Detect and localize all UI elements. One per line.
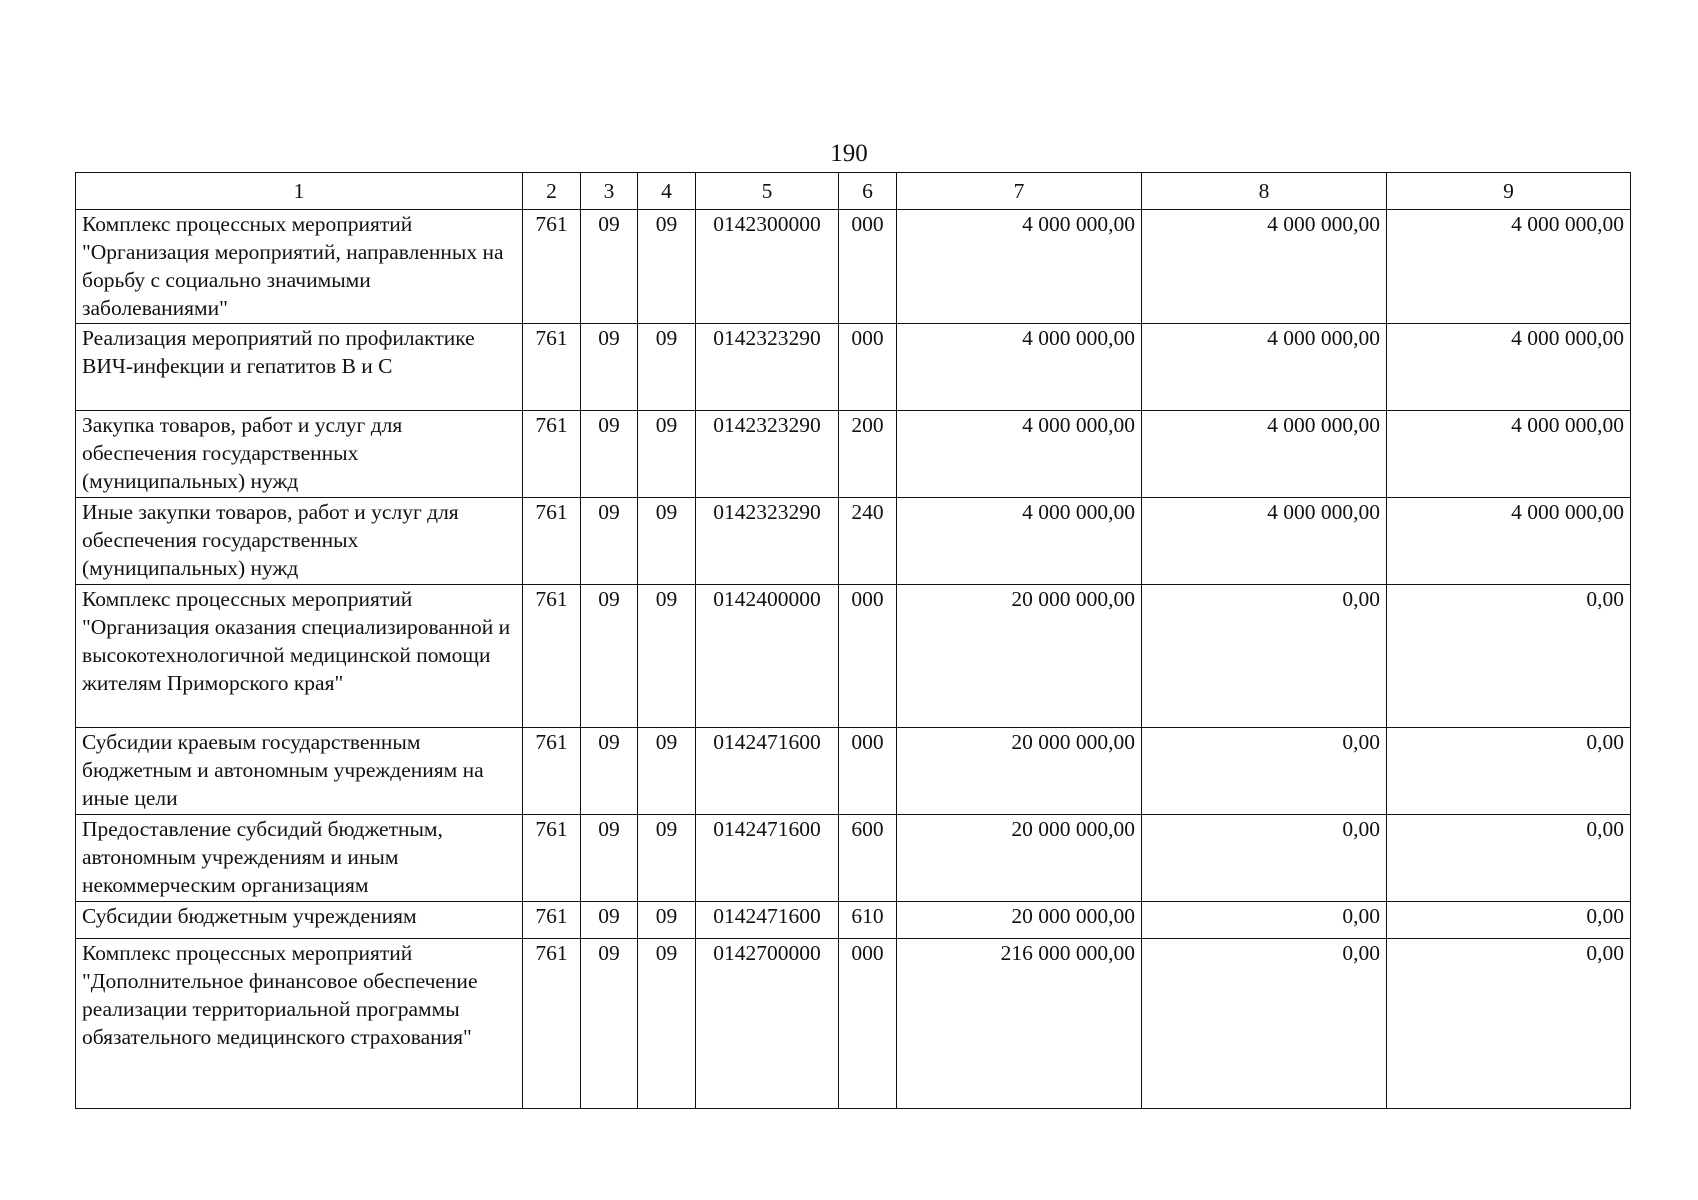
section-code: 09 (581, 728, 638, 815)
amount-col-7: 4 000 000,00 (897, 411, 1142, 498)
subsection-code: 09 (638, 939, 696, 1109)
column-number: 3 (581, 173, 638, 210)
row-name: Предоставление субсидий бюджетным, автономным учреждениям и иным некоммерческим организациям (76, 815, 523, 902)
target-article-code: 0142323290 (696, 324, 839, 411)
expense-type-code: 610 (839, 902, 897, 939)
expense-type-code: 600 (839, 815, 897, 902)
amount-col-8: 4 000 000,00 (1142, 411, 1387, 498)
amount-col-9: 0,00 (1387, 902, 1631, 939)
page-number: 190 (830, 140, 868, 167)
ministry-code: 761 (523, 210, 581, 324)
amount-col-9: 0,00 (1387, 585, 1631, 728)
row-name: Субсидии бюджетным учреждениям (76, 902, 523, 939)
table-row (76, 210, 1631, 324)
table-row (76, 902, 1631, 939)
amount-col-9: 4 000 000,00 (1387, 210, 1631, 324)
amount-col-9: 0,00 (1387, 815, 1631, 902)
row-name: Иные закупки товаров, работ и услуг для обеспечения государственных (муниципальных) нужд (76, 498, 523, 585)
amount-col-8: 4 000 000,00 (1142, 210, 1387, 324)
subsection-code: 09 (638, 815, 696, 902)
column-number: 2 (523, 173, 581, 210)
table-row (76, 324, 1631, 411)
ministry-code: 761 (523, 585, 581, 728)
expense-type-code: 000 (839, 210, 897, 324)
amount-col-7: 20 000 000,00 (897, 902, 1142, 939)
ministry-code: 761 (523, 411, 581, 498)
amount-col-8: 0,00 (1142, 939, 1387, 1109)
table-row (76, 939, 1631, 1109)
subsection-code: 09 (638, 585, 696, 728)
amount-col-8: 4 000 000,00 (1142, 498, 1387, 585)
expense-type-code: 240 (839, 498, 897, 585)
amount-col-7: 20 000 000,00 (897, 585, 1142, 728)
subsection-code: 09 (638, 728, 696, 815)
column-number: 7 (897, 173, 1142, 210)
ministry-code: 761 (523, 728, 581, 815)
row-name: Закупка товаров, работ и услуг для обеспечения государственных (муниципальных) нужд (76, 411, 523, 498)
target-article-code: 0142700000 (696, 939, 839, 1109)
target-article-code: 0142471600 (696, 902, 839, 939)
budget-table (75, 172, 1631, 1109)
column-number-row (76, 173, 1631, 210)
amount-col-8: 0,00 (1142, 815, 1387, 902)
target-article-code: 0142300000 (696, 210, 839, 324)
column-number: 8 (1142, 173, 1387, 210)
amount-col-9: 0,00 (1387, 939, 1631, 1109)
row-name: Субсидии краевым государственным бюджетным и автономным учреждениям на иные цели (76, 728, 523, 815)
amount-col-8: 0,00 (1142, 585, 1387, 728)
target-article-code: 0142471600 (696, 815, 839, 902)
table-row (76, 585, 1631, 728)
amount-col-7: 216 000 000,00 (897, 939, 1142, 1109)
column-number: 9 (1387, 173, 1631, 210)
column-number: 4 (638, 173, 696, 210)
expense-type-code: 000 (839, 939, 897, 1109)
ministry-code: 761 (523, 939, 581, 1109)
table-row (76, 728, 1631, 815)
amount-col-8: 4 000 000,00 (1142, 324, 1387, 411)
amount-col-7: 4 000 000,00 (897, 210, 1142, 324)
amount-col-8: 0,00 (1142, 902, 1387, 939)
target-article-code: 0142400000 (696, 585, 839, 728)
section-code: 09 (581, 815, 638, 902)
target-article-code: 0142323290 (696, 411, 839, 498)
ministry-code: 761 (523, 815, 581, 902)
section-code: 09 (581, 324, 638, 411)
amount-col-7: 4 000 000,00 (897, 498, 1142, 585)
row-name: Комплекс процессных мероприятий "Дополнительное финансовое обеспечение реализации территориальной программы обязательного медицинского страхования" (76, 939, 523, 1109)
amount-col-7: 4 000 000,00 (897, 324, 1142, 411)
section-code: 09 (581, 585, 638, 728)
section-code: 09 (581, 902, 638, 939)
expense-type-code: 000 (839, 324, 897, 411)
amount-col-8: 0,00 (1142, 728, 1387, 815)
section-code: 09 (581, 939, 638, 1109)
amount-col-9: 4 000 000,00 (1387, 411, 1631, 498)
section-code: 09 (581, 210, 638, 324)
table-row (76, 411, 1631, 498)
subsection-code: 09 (638, 902, 696, 939)
column-number: 6 (839, 173, 897, 210)
amount-col-7: 20 000 000,00 (897, 815, 1142, 902)
table-row (76, 498, 1631, 585)
target-article-code: 0142323290 (696, 498, 839, 585)
column-number: 5 (696, 173, 839, 210)
amount-col-7: 20 000 000,00 (897, 728, 1142, 815)
ministry-code: 761 (523, 324, 581, 411)
expense-type-code: 000 (839, 728, 897, 815)
row-name: Комплекс процессных мероприятий "Организация оказания специализированной и высокотехнологичной медицинской помощи жителям Приморского края" (76, 585, 523, 728)
subsection-code: 09 (638, 498, 696, 585)
ministry-code: 761 (523, 498, 581, 585)
section-code: 09 (581, 411, 638, 498)
subsection-code: 09 (638, 210, 696, 324)
expense-type-code: 000 (839, 585, 897, 728)
column-number: 1 (76, 173, 523, 210)
table-row (76, 815, 1631, 902)
subsection-code: 09 (638, 411, 696, 498)
amount-col-9: 4 000 000,00 (1387, 498, 1631, 585)
expense-type-code: 200 (839, 411, 897, 498)
target-article-code: 0142471600 (696, 728, 839, 815)
subsection-code: 09 (638, 324, 696, 411)
row-name: Комплекс процессных мероприятий "Организация мероприятий, направленных на борьбу с социально значимыми заболеваниями" (76, 210, 523, 324)
amount-col-9: 4 000 000,00 (1387, 324, 1631, 411)
ministry-code: 761 (523, 902, 581, 939)
section-code: 09 (581, 498, 638, 585)
row-name: Реализация мероприятий по профилактике ВИЧ-инфекции и гепатитов В и С (76, 324, 523, 411)
amount-col-9: 0,00 (1387, 728, 1631, 815)
